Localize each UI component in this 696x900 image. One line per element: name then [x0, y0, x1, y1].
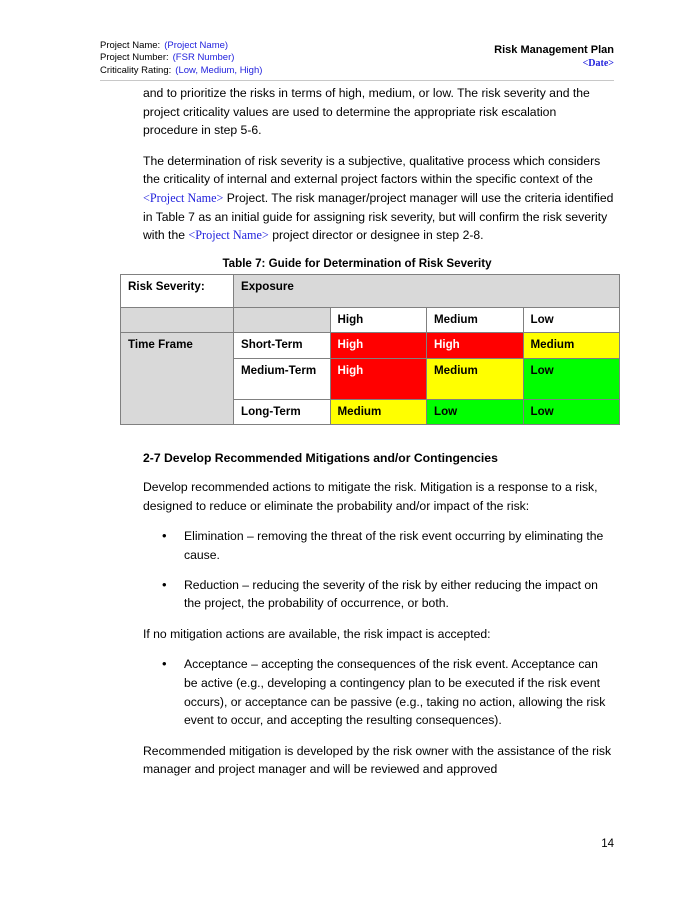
- criticality-rating-label: Criticality Rating:: [100, 64, 172, 76]
- list-item: [100, 655, 614, 729]
- header-title-block: [494, 40, 614, 69]
- header-field-criticality-rating: [100, 65, 262, 77]
- project-number-label: Project Number:: [100, 52, 169, 64]
- table-caption: Table 7: Guide for Determination of Risk Severity: [222, 256, 492, 270]
- spacer-after-table: [100, 425, 614, 451]
- cell-exposure-medium: Medium: [427, 307, 524, 333]
- cell-corner-blank-2: [234, 307, 331, 333]
- project-name-value: (Project Name): [164, 40, 229, 51]
- cell-matrix-long-low: Low: [523, 399, 620, 425]
- table-row-exposure-levels: [121, 307, 620, 333]
- list-item-text: Reduction – reducing the severity of the risk by either reducing the impact on the project, the probability of occurrence, or both.: [184, 577, 598, 611]
- header-field-project-number: [100, 52, 262, 64]
- document-header: [100, 40, 614, 77]
- cell-matrix-short-low: Medium: [523, 333, 620, 359]
- header-divider: [100, 80, 614, 81]
- paragraph-mitigation-intro: Develop recommended actions to mitigate the risk. Mitigation is a response to a risk, designed to reduce or eliminate the probability and/or impact of the risk:: [143, 480, 598, 513]
- project-name-placeholder-1: <Project Name>: [143, 190, 224, 205]
- para2-segment-a: The determination of risk severity is a subjective, qualitative process which considers the criticality of internal and external project factors within the specific context of the: [143, 153, 601, 187]
- cell-time-frame-label: Time Frame: [121, 333, 234, 425]
- cell-exposure-label: Exposure: [234, 274, 620, 307]
- project-number-value: (FSR Number): [172, 52, 235, 64]
- cell-exposure-low: Low: [523, 307, 620, 333]
- list-item-text: Acceptance – accepting the consequences of the risk event. Acceptance can be active (e.g., developing a contingency plan to be executed if the risk event occurs), or acceptance can be passive (e.g., taking no action, allowing the risk event to occur, and accepting the resulting consequences).: [184, 657, 606, 728]
- cell-matrix-medium-high: High: [330, 358, 427, 399]
- criticality-rating-value: (Low, Medium, High): [175, 64, 263, 76]
- cell-matrix-long-medium: Low: [427, 399, 524, 425]
- bullet-icon: •: [162, 576, 167, 592]
- document-date-placeholder: <Date>: [582, 58, 614, 69]
- mitigation-options-list: [100, 527, 614, 612]
- page-number: 14: [601, 838, 614, 850]
- cell-exposure-high: High: [330, 307, 427, 333]
- cell-matrix-short-medium: High: [427, 333, 524, 359]
- paragraph-continuation: and to prioritize the risks in terms of high, medium, or low. The risk severity and the project criticality values are used to determine the appropriate risk escalation procedure in step 5-6.: [143, 86, 590, 138]
- para2-segment-b: Project. The risk manager/project manager will use the criteria identified in Table 7 as an initial guide for assigning risk severity, but will confirm the risk severity with the: [143, 190, 614, 243]
- cell-timeframe-medium-term: Medium-Term: [234, 358, 331, 399]
- cell-matrix-short-high: High: [330, 333, 427, 359]
- header-project-fields: [100, 40, 262, 77]
- cell-risk-severity-label: Risk Severity:: [121, 274, 234, 307]
- table-row-short-term: [121, 333, 620, 359]
- para2-segment-c: project director or designee in step 2-8.: [268, 228, 484, 243]
- list-item: [100, 576, 614, 613]
- header-field-project-name: [100, 40, 262, 52]
- paragraph-closing: Recommended mitigation is developed by the risk owner with the assistance of the risk manager and project manager and will be reviewed and approved: [143, 743, 612, 777]
- cell-corner-blank-1: [121, 307, 234, 333]
- project-name-label: Project Name:: [100, 40, 161, 51]
- cell-matrix-long-high: Medium: [330, 399, 427, 425]
- cell-matrix-medium-medium: Medium: [427, 358, 524, 399]
- acceptance-list: [100, 655, 614, 729]
- cell-matrix-medium-low: Low: [523, 358, 620, 399]
- section-heading-2-7: 2-7 Develop Recommended Mitigations and/or Contingencies: [143, 451, 498, 466]
- list-item-text: Elimination – removing the threat of the risk event occurring by eliminating the cause.: [184, 529, 604, 563]
- project-name-placeholder-2: <Project Name>: [188, 228, 269, 243]
- risk-severity-matrix-table: [120, 274, 620, 426]
- bullet-icon: •: [162, 528, 167, 544]
- list-item: [100, 527, 614, 564]
- paragraph-risk-severity-determination: [100, 152, 614, 245]
- paragraph-acceptance-lead: If no mitigation actions are available, the risk impact is accepted:: [143, 626, 491, 641]
- cell-timeframe-short-term: Short-Term: [234, 333, 331, 359]
- document-title: Risk Management Plan: [494, 44, 614, 56]
- risk-matrix-container: [100, 274, 614, 426]
- cell-timeframe-long-term: Long-Term: [234, 399, 331, 425]
- table-row-header: [121, 274, 620, 307]
- bullet-icon: •: [162, 656, 167, 672]
- document-body: [100, 84, 614, 791]
